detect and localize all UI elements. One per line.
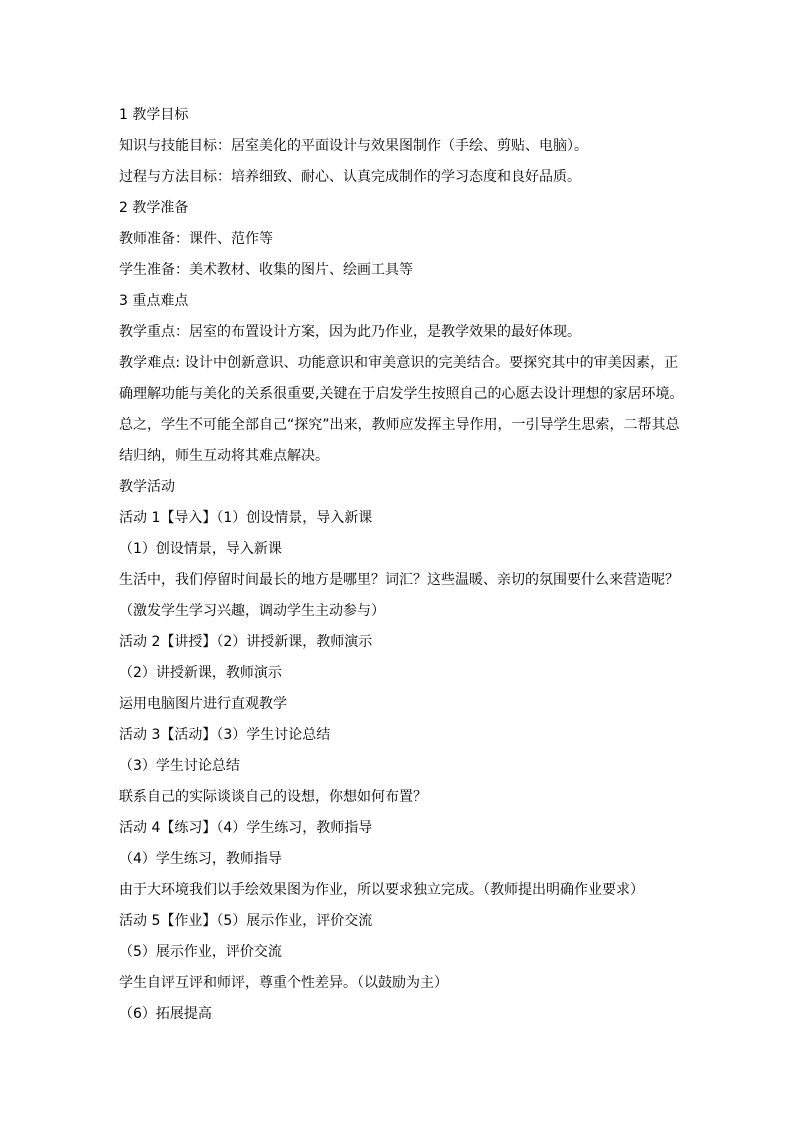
teaching-key-point: 教学重点：居室的布置设计方案，因为此乃作业，是教学效果的最好体现。 [119,324,581,340]
activity-5-heading: 活动 5【作业】（5）展示作业，评价交流 [119,913,373,929]
process-method-objective: 过程与方法目标：培养细致、耐心、认真完成制作的学习态度和良好品质。 [119,169,581,185]
activity-1-heading: 活动 1【导入】（1）创设情景，导入新课 [119,510,373,526]
document-body [119,100,684,1030]
activity-1-body: 生活中，我们停留时间最长的地方是哪里？词汇？这些温暖、亲切的氛围要什么来营造呢？ [119,572,679,588]
activity-4-body: 由于大环境我们以手绘效果图为作业，所以要求独立完成。（教师提出明确作业要求） [119,882,644,898]
teaching-difficulty-line-2: 确理解功能与美化的关系很重要,关键在于启发学生按照自己的心愿去设计理想的家居环境。 [119,386,684,402]
teacher-preparation: 教师准备：课件、范作等 [119,231,273,247]
activity-1-subheading: （1）创设情景，导入新课 [119,541,282,557]
activity-3-body: 联系自己的实际谈谈自己的设想，你想如何布置？ [119,789,427,805]
section-heading-preparation: 2 教学准备 [119,200,189,216]
activity-2-subheading: （2）讲授新课，教师演示 [119,665,282,681]
activity-3-subheading: （3）学生讨论总结 [119,758,240,774]
activity-5-body: 学生自评互评和师评，尊重个性差异。（以鼓励为主） [119,975,448,991]
student-preparation: 学生准备：美术教材、收集的图片、绘画工具等 [119,262,413,278]
activity-2-heading: 活动 2【讲授】（2）讲授新课，教师演示 [119,634,373,650]
teaching-difficulty-line-3: 总之，学生不可能全部自己“探究”出来，教师应发挥主导作用，一引导学生思索，二帮其总 [119,417,680,433]
activity-1-note: （激发学生学习兴趣，调动学生主动参与） [119,603,385,619]
activity-2-body: 运用电脑图片进行直观教学 [119,696,287,712]
section-heading-activities: 教学活动 [119,479,175,495]
section-heading-objectives: 1 教学目标 [119,107,189,123]
teaching-difficulty-line-1: 教学难点: 设计中创新意识、功能意识和审美意识的完美结合。要探究其中的审美因素，正 [119,355,679,371]
activity-4-heading: 活动 4【练习】（4）学生练习，教师指导 [119,820,373,836]
activity-4-subheading: （4）学生练习，教师指导 [119,851,282,867]
teaching-difficulty-line-4: 结归纳，师生互动将其难点解决。 [119,448,329,464]
extension-subheading: （6）拓展提高 [119,1006,212,1022]
knowledge-skill-objective: 知识与技能目标：居室美化的平面设计与效果图制作（手绘、剪贴、电脑）。 [119,138,588,154]
activity-3-heading: 活动 3【活动】（3）学生讨论总结 [119,727,331,743]
section-heading-key-points: 3 重点难点 [119,293,189,309]
activity-5-subheading: （5）展示作业，评价交流 [119,944,282,960]
